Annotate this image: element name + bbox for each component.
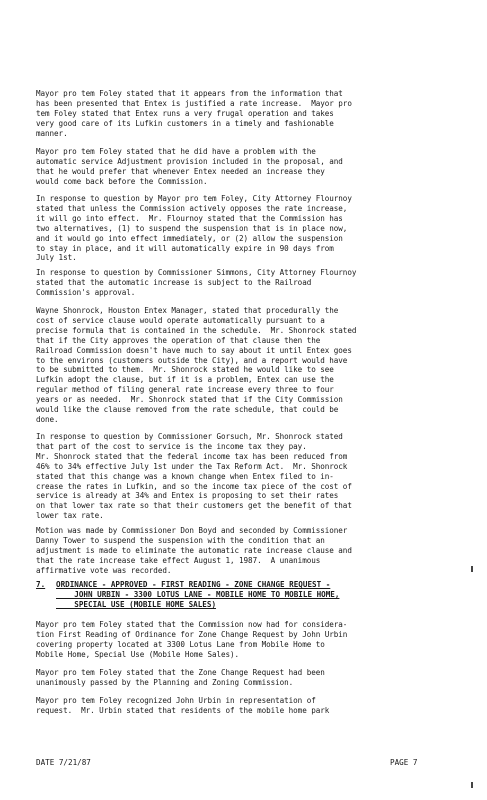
paragraph-shonrock-procedure: Wayne Shonrock, Houston Entex Manager, stated that procedurally the cost of service clause would operate automatically pursuant to a precise formula that is contained in the schedule. Mr. Shonrock stated that if the City approves the operation of that clause then the Railroad Commission doesn't have much to say about it until Entex goes to the environs (customers outside the City), and a report would have to be submitted to them. Mr. Shonrock stated he would like to see Lufkin adopt the clause, but if it is a problem, Entex can use the regular method of filing general rate increase every three to four years or as needed. Mr. Shonrock stated that if the City Commission would like the clause removed from the rate schedule, that could be done. [36, 306, 357, 424]
scan-edge-mark [471, 566, 473, 572]
paragraph-flournoy-alternatives: In response to question by Mayor pro tem Foley, City Attorney Flournoy stated that unless the Commission actively opposes the rate increase, it will go into effect. Mr. Flournoy stated that the Commission has two alternatives, (1) to suspend the suspension that is in place now, and it would go into effect immediately, or (2) allow the suspension to stay in place, and it will automatically expire in 90 days from July 1st. [36, 194, 352, 263]
paragraph-motion: Motion was made by Commissioner Don Boyd and seconded by Commissioner Danny Tower to suspend the suspension with the condition that an adjustment is made to eliminate the automatic rate increase clause and that the rate increase take effect August 1, 1987. A unanimous affirmative vote was recorded. [36, 526, 352, 575]
section-heading: ORDINANCE - APPROVED - FIRST READING - ZONE CHANGE REQUEST - JOHN URBIN - 3300 LOTUS LANE - MOBILE HOME TO MOBILE HOME, SPECIAL USE (MOBILE HOME SALES) [56, 580, 340, 609]
scan-edge-mark [471, 782, 473, 788]
paragraph-zoning-passed: Mayor pro tem Foley stated that the Zone Change Request had been unanimously passed by the Planning and Zoning Commission. [36, 668, 325, 687]
footer-page-number: PAGE 7 [390, 758, 418, 767]
paragraph-service-adjustment: Mayor pro tem Foley stated that he did have a problem with the automatic service Adjustment provision included in the proposal, and that he would prefer that whenever Entex needed an increase they would come back before the Commission. [36, 147, 343, 186]
paragraph-simmons-question: In response to question by Commissioner Simmons, City Attorney Flournoy stated that the automatic increase is subject to the Railroad Commission's approval. [36, 268, 357, 297]
paragraph-first-reading: Mayor pro tem Foley stated that the Commission now had for considera- tion First Reading of Ordinance for Zone Change Request by John Urbin covering property located at 3300 Lotus Lane from Mobile Home to Mobile Home, Special Use (Mobile Home Sales). [36, 620, 348, 659]
paragraph-gorsuch-question: In response to question by Commissioner Gorsuch, Mr. Shonrock stated that part of the cost to service is the income tax they pay. Mr. Shonrock stated that the federal income tax has been reduced from 46% to 34% effective July 1st under the Tax Reform Act. Mr. Shonrock stated that this change was a known change when Entex filed to in- crease the rates in Lufkin, and so the income tax piece of the cost of service is already at 34% and Entex is proposing to set their rates on that lower tax rate so that their customers get the benefit of that lower tax rate. [36, 432, 352, 521]
footer-date: DATE 7/21/87 [36, 758, 91, 767]
paragraph-urbin-recognized: Mayor pro tem Foley recognized John Urbin in representation of request. Mr. Urbin stated that residents of the mobile home park [36, 696, 330, 715]
paragraph-entex-justified: Mayor pro tem Foley stated that it appears from the information that has been presented that Entex is justified a rate increase. Mayor pro tem Foley stated that Entex runs a very frugal operation and takes very good care of its Lufkin customers in a timely and fashionable manner. [36, 89, 352, 138]
section-number: 7. [36, 580, 46, 589]
